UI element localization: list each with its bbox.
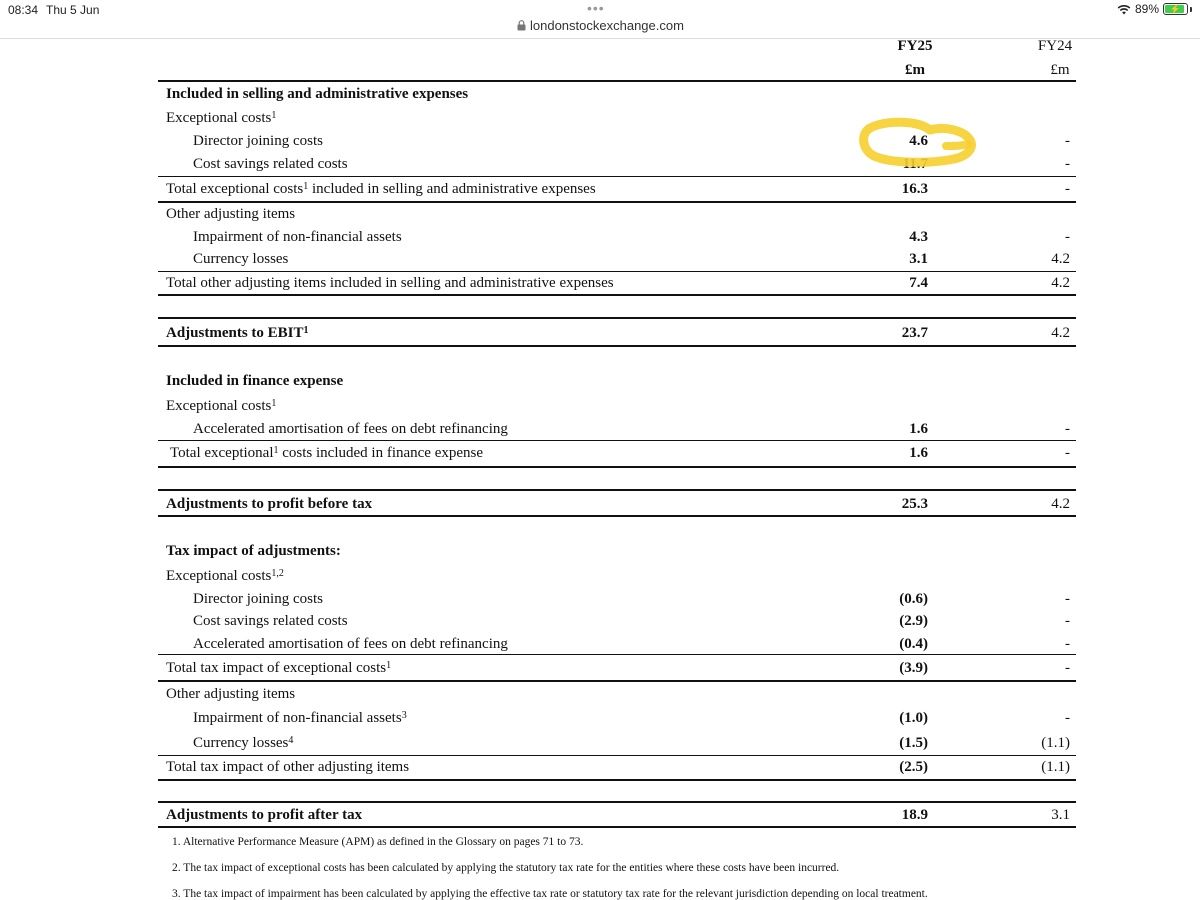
status-time: 08:34 — [8, 3, 39, 17]
highlighter-circle-icon — [858, 116, 976, 168]
multitasking-dots-icon[interactable]: ••• — [587, 0, 605, 16]
value-fy25: 11.7 — [902, 156, 928, 172]
table-rule — [158, 680, 1076, 682]
table-rule — [158, 201, 1076, 203]
table-row — [158, 398, 1076, 420]
value-fy24: - — [1065, 636, 1070, 652]
table-rule — [158, 271, 1076, 272]
table-row — [158, 181, 1076, 203]
row-label: Adjustments to profit before tax — [166, 496, 373, 512]
table-rule — [158, 515, 1076, 517]
value-fy24: 4.2 — [1051, 325, 1070, 341]
table-row — [158, 686, 1076, 708]
row-label: Accelerated amortisation of fees on debt refinancing — [193, 636, 508, 652]
value-fy24: 3.1 — [1051, 807, 1070, 823]
footnote: 3. The tax impact of impairment has been calculated by applying the effective tax rate or statutory tax rate for the relevant jurisdiction depending on local treatment. — [172, 888, 928, 900]
table-rule — [158, 826, 1076, 828]
section-heading: Included in selling and administrative expenses — [166, 86, 469, 102]
table-rule — [158, 779, 1076, 781]
value-fy25: 4.3 — [909, 229, 928, 245]
value-fy24: - — [1065, 591, 1070, 607]
row-label: Currency losses — [193, 251, 289, 267]
value-fy25: 7.4 — [909, 275, 928, 291]
financial-table — [0, 38, 1200, 900]
table-row — [158, 86, 1076, 108]
row-label: Total tax impact of other adjusting items — [166, 759, 410, 775]
row-label: Cost savings related costs — [193, 613, 348, 629]
row-label: Total exceptional costs$^1$ included in selling and administrative expenses — [166, 181, 596, 197]
charging-bolt-icon: ⚡ — [1169, 3, 1182, 14]
section-heading: Tax impact of adjustments: — [166, 543, 341, 559]
battery-percent: 89% — [1134, 2, 1159, 16]
value-fy25: 25.3 — [901, 496, 928, 512]
table-row — [158, 445, 1076, 467]
value-fy24: - — [1065, 445, 1070, 461]
row-label: Exceptional costs$^1$ — [166, 398, 277, 414]
row-label: Other adjusting items — [166, 686, 296, 702]
table-rule — [158, 80, 1076, 82]
value-fy24: - — [1065, 421, 1070, 437]
value-fy24: - — [1065, 156, 1070, 172]
table-row — [158, 735, 1076, 757]
table-rule — [158, 317, 1076, 319]
table-row — [158, 543, 1076, 565]
value-fy24: 4.2 — [1051, 275, 1070, 291]
table-rule — [158, 345, 1076, 347]
row-label: Exceptional costs$^1$ — [166, 110, 277, 126]
row-label: Adjustments to EBIT$^1$ — [166, 325, 309, 341]
value-fy25: 1.6 — [909, 421, 928, 437]
row-label: Impairment of non-financial assets$^3$ — [193, 710, 407, 726]
table-rule — [158, 176, 1076, 177]
value-fy25: (0.4) — [899, 636, 928, 652]
footnote: 2. The tax impact of exceptional costs has been calculated by applying the statutory tax rate for the entities where these costs have been incurred. — [172, 862, 840, 874]
table-rule — [158, 755, 1076, 756]
wifi-icon — [1117, 4, 1131, 15]
value-fy25: (0.6) — [899, 591, 928, 607]
value-fy24: - — [1065, 181, 1070, 197]
footnote: 1. Alternative Performance Measure (APM) as defined in the Glossary on pages 71 to 73. — [172, 836, 584, 848]
unit-fy24: £m — [1050, 62, 1070, 78]
row-label: Currency losses$^4$ — [193, 735, 294, 751]
value-fy24: - — [1065, 133, 1070, 149]
value-fy25: (2.9) — [899, 613, 928, 629]
value-fy24: 4.2 — [1051, 251, 1070, 267]
table-row — [158, 613, 1076, 635]
value-fy25: (1.5) — [899, 735, 928, 751]
column-header-fy25: FY25 — [897, 38, 933, 54]
value-fy25: 1.6 — [909, 445, 928, 461]
unit-fy25: £m — [905, 62, 925, 78]
status-date: Thu 5 Jun — [46, 3, 100, 17]
row-label: Director joining costs — [193, 591, 323, 607]
value-fy25: 3.1 — [909, 251, 928, 267]
value-fy25: (3.9) — [899, 660, 928, 676]
table-row — [158, 206, 1076, 228]
table-row — [158, 660, 1076, 682]
value-fy25: 18.9 — [901, 807, 928, 823]
table-rule — [158, 294, 1076, 296]
value-fy24: (1.1) — [1041, 735, 1070, 751]
url-text[interactable]: londonstockexchange.com — [530, 18, 684, 33]
value-fy25: (2.5) — [899, 759, 928, 775]
table-rule — [158, 801, 1076, 803]
value-fy24: - — [1065, 229, 1070, 245]
lock-icon — [517, 20, 526, 31]
value-fy25: 23.7 — [901, 325, 928, 341]
table-row — [158, 373, 1076, 395]
value-fy25: 16.3 — [901, 181, 928, 197]
row-label: Total exceptional$^1$ costs included in finance expense — [170, 445, 484, 461]
table-row — [158, 325, 1076, 347]
row-label: Cost savings related costs — [193, 156, 348, 172]
table-row — [158, 710, 1076, 732]
value-fy24: - — [1065, 613, 1070, 629]
value-fy24: (1.1) — [1041, 759, 1070, 775]
section-heading: Included in finance expense — [166, 373, 344, 389]
value-fy24: - — [1065, 710, 1070, 726]
value-fy24: 4.2 — [1051, 496, 1070, 512]
table-row — [158, 591, 1076, 613]
row-label: Total tax impact of exceptional costs$^1$ — [166, 660, 392, 676]
row-label: Exceptional costs$^{1,2}$ — [166, 568, 284, 584]
table-rule — [158, 440, 1076, 441]
table-rule — [158, 466, 1076, 468]
row-label: Accelerated amortisation of fees on debt refinancing — [193, 421, 508, 437]
table-row — [158, 229, 1076, 251]
column-header-fy24: FY24 — [1037, 38, 1073, 54]
value-fy24: - — [1065, 660, 1070, 676]
table-rule — [158, 654, 1076, 655]
row-label: Impairment of non-financial assets — [193, 229, 402, 245]
address-bar[interactable] — [0, 14, 1200, 38]
row-label: Other adjusting items — [166, 206, 296, 222]
value-fy25: (1.0) — [899, 710, 928, 726]
value-fy25: 4.6 — [909, 133, 928, 149]
row-label: Adjustments to profit after tax — [166, 807, 363, 823]
row-label: Total other adjusting items included in selling and administrative expenses — [166, 275, 614, 291]
table-row — [158, 251, 1076, 273]
table-row — [158, 759, 1076, 781]
row-label: Director joining costs — [193, 133, 323, 149]
table-row — [158, 568, 1076, 590]
table-rule — [158, 489, 1076, 491]
